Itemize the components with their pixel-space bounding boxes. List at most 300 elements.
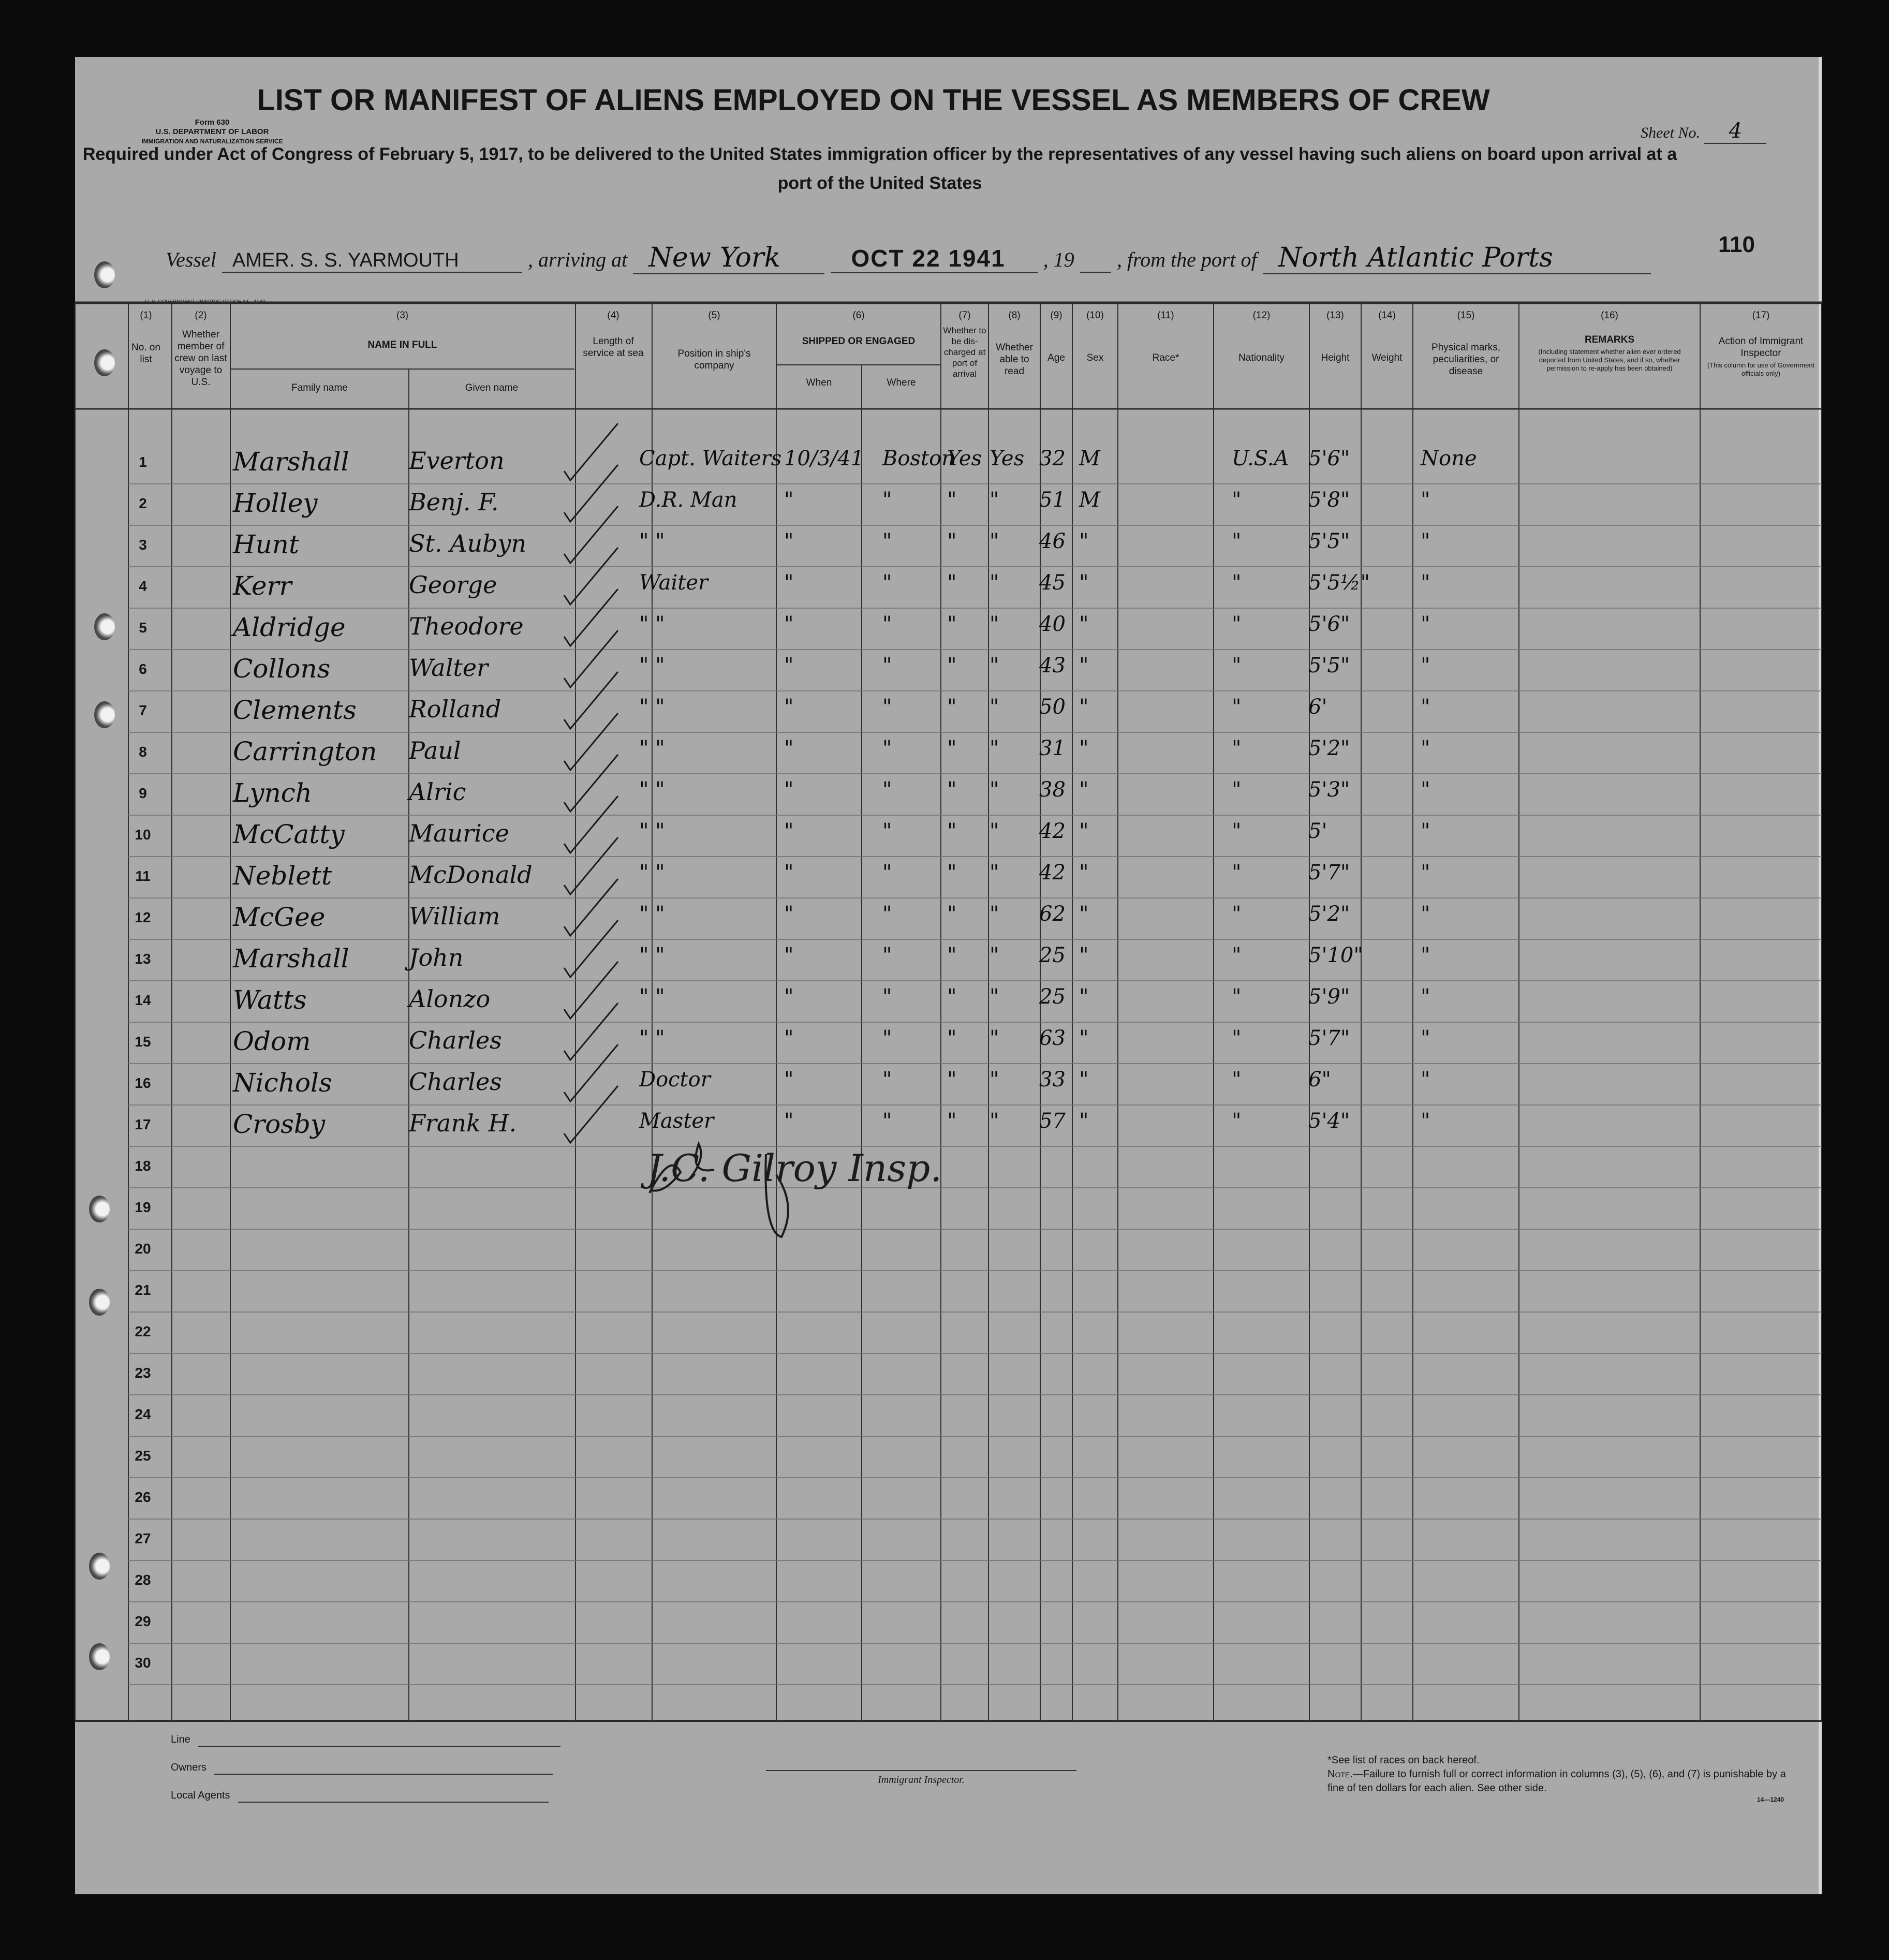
nationality: " xyxy=(1232,944,1242,967)
physical-marks: None xyxy=(1421,447,1477,470)
given-name: Maurice xyxy=(409,819,509,847)
to-be-discharged: " xyxy=(947,1068,957,1092)
height: 6' xyxy=(1308,695,1327,719)
row-number: 19 xyxy=(135,1199,151,1215)
col-num-1: (1) xyxy=(140,310,152,321)
col-header-remarks: REMARKS xyxy=(1584,334,1635,345)
row-number: 29 xyxy=(135,1613,151,1629)
shipped-when: " xyxy=(784,944,794,967)
able-to-read: Yes xyxy=(990,447,1025,470)
position: D.R. Man xyxy=(639,488,737,512)
sex: " xyxy=(1079,736,1089,760)
physical-marks: " xyxy=(1421,571,1430,595)
row-number: 16 xyxy=(135,1075,151,1091)
col-header-action-note: (This column for use of Government officials only) xyxy=(1707,361,1815,377)
row-number: 24 xyxy=(135,1406,151,1422)
inspector-signature: J.C. Gilroy Insp. xyxy=(647,1146,942,1190)
family-name: Watts xyxy=(233,985,307,1015)
age: 43 xyxy=(1039,654,1066,677)
physical-marks: " xyxy=(1421,736,1430,760)
height: 5'2" xyxy=(1308,736,1350,760)
col-header-length: Length of service at sea xyxy=(583,336,644,359)
col-num-4: (4) xyxy=(607,310,619,321)
sex: " xyxy=(1079,529,1089,553)
length-of-service-check xyxy=(564,837,618,894)
shipped-where: " xyxy=(882,654,892,677)
shipped-where: " xyxy=(882,529,892,553)
age: 25 xyxy=(1039,985,1066,1009)
note-text: —Failure to furnish full or correct information in columns (3), (5), (6), and (7) is punishable by a fine of ten dollars for each alien. See other side. xyxy=(1327,1769,1786,1794)
shipped-where: " xyxy=(882,985,892,1009)
position: " " xyxy=(639,1026,665,1050)
age: 45 xyxy=(1039,571,1066,595)
row-number: 14 xyxy=(135,992,151,1008)
height: 5'6" xyxy=(1308,612,1350,636)
form-number: Form 630 xyxy=(195,118,230,127)
from-port: North Atlantic Ports xyxy=(1263,242,1651,274)
physical-marks: " xyxy=(1421,944,1430,967)
sex: " xyxy=(1079,612,1089,636)
nationality: " xyxy=(1232,902,1242,926)
physical-marks: " xyxy=(1421,654,1430,677)
given-name: William xyxy=(409,902,500,930)
agents-blank xyxy=(238,1790,549,1803)
to-be-discharged: " xyxy=(947,985,957,1009)
col-header-shipped: SHIPPED OR ENGAGED xyxy=(802,336,916,347)
family-name: Nichols xyxy=(233,1068,332,1098)
sheet-number: 4 xyxy=(1704,119,1766,144)
able-to-read: " xyxy=(990,1109,999,1133)
given-name: Walter xyxy=(409,654,489,682)
height: 5' xyxy=(1308,819,1327,843)
col-header-physical: Physical marks, peculiarities, or disease xyxy=(1431,342,1501,377)
shipped-where: " xyxy=(882,778,892,802)
row-number: 8 xyxy=(139,744,147,760)
height: 5'8" xyxy=(1308,488,1350,512)
age: 63 xyxy=(1039,1026,1066,1050)
col-header-family: Family name xyxy=(291,382,348,393)
height: 5'4" xyxy=(1308,1109,1350,1133)
to-be-discharged: " xyxy=(947,819,957,843)
col-header-remarks-note: (Including statement whether alien ever ordered deported from United States, and if so, whether permission to re-apply has been obtained) xyxy=(1538,348,1681,372)
age: 42 xyxy=(1039,819,1066,843)
age: 50 xyxy=(1039,695,1066,719)
sex: " xyxy=(1079,1068,1089,1092)
to-be-discharged: Yes xyxy=(947,447,982,470)
col-num-13: (13) xyxy=(1326,310,1344,321)
col-header-action: Action of Immigrant Inspector xyxy=(1718,336,1804,359)
col-header-position: Position in ship's company xyxy=(677,348,751,371)
line-blank xyxy=(198,1734,560,1747)
col-num-6: (6) xyxy=(852,310,865,321)
nationality: " xyxy=(1232,819,1242,843)
inspector-field xyxy=(766,1770,1076,1786)
family-name: Neblett xyxy=(233,861,332,891)
arriving-port: New York xyxy=(633,242,824,274)
sex: " xyxy=(1079,654,1089,677)
col-header-name: NAME IN FULL xyxy=(367,340,437,350)
family-name: McGee xyxy=(233,902,326,932)
row-number: 25 xyxy=(135,1448,151,1464)
given-name: Theodore xyxy=(409,612,524,640)
shipped-where: " xyxy=(882,695,892,719)
position: " " xyxy=(639,985,665,1009)
footer-agents-field xyxy=(171,1790,549,1803)
nationality: " xyxy=(1232,736,1242,760)
physical-marks: " xyxy=(1421,985,1430,1009)
able-to-read: " xyxy=(990,736,999,760)
age: 62 xyxy=(1039,902,1066,926)
height: 5'6" xyxy=(1308,447,1350,470)
vessel-label: Vessel xyxy=(166,248,216,271)
given-name: Benj. F. xyxy=(409,488,499,516)
row-number: 11 xyxy=(135,868,151,884)
position: Capt. Waiters xyxy=(639,447,782,470)
able-to-read: " xyxy=(990,1026,999,1050)
height: 5'5" xyxy=(1308,654,1350,677)
to-be-discharged: " xyxy=(947,1109,957,1133)
row-number: 1 xyxy=(139,454,147,470)
note-label: Note. xyxy=(1327,1769,1353,1780)
row-number: 23 xyxy=(135,1365,151,1381)
col-num-5: (5) xyxy=(708,310,720,321)
length-of-service-check xyxy=(564,423,618,480)
to-be-discharged: " xyxy=(947,902,957,926)
shipped-where: " xyxy=(882,612,892,636)
sex: " xyxy=(1079,571,1089,595)
row-number: 30 xyxy=(135,1655,151,1671)
sex: M xyxy=(1079,488,1100,512)
sheet-label: Sheet No. xyxy=(1641,124,1700,141)
nationality: " xyxy=(1232,488,1242,512)
row-number: 15 xyxy=(135,1034,151,1050)
length-of-service-check xyxy=(564,630,618,687)
footer-notes xyxy=(1327,1753,1793,1795)
row-number: 20 xyxy=(135,1241,151,1257)
shipped-when: 10/3/41 xyxy=(784,447,864,470)
col-num-17: (17) xyxy=(1752,310,1770,321)
nationality: " xyxy=(1232,861,1242,885)
shipped-when: " xyxy=(784,695,794,719)
sex: " xyxy=(1079,1026,1089,1050)
footer-owners-field xyxy=(171,1762,553,1775)
col-header-discharged: Whether to be dis-charged at port of arrival xyxy=(943,326,986,379)
able-to-read: " xyxy=(990,778,999,802)
family-name: Carrington xyxy=(233,736,377,767)
races-note: *See list of races on back hereof. xyxy=(1327,1755,1480,1766)
shipped-where: " xyxy=(882,861,892,885)
length-of-service-check xyxy=(564,506,618,563)
year-label: , 19 xyxy=(1043,248,1074,271)
nationality: " xyxy=(1232,1109,1242,1133)
height: 5'10" xyxy=(1308,944,1363,967)
to-be-discharged: " xyxy=(947,529,957,553)
nationality: " xyxy=(1232,571,1242,595)
row-number: 18 xyxy=(135,1158,151,1174)
family-name: Marshall xyxy=(233,447,349,477)
col-header-nationality: Nationality xyxy=(1238,352,1285,363)
row-number: 5 xyxy=(139,620,147,636)
length-of-service-check xyxy=(564,920,618,977)
able-to-read: " xyxy=(990,488,999,512)
col-num-10: (10) xyxy=(1086,310,1104,321)
sex: " xyxy=(1079,861,1089,885)
vessel-name: AMER. S. S. YARMOUTH xyxy=(222,249,522,273)
footer-line-field xyxy=(171,1734,560,1747)
shipped-when: " xyxy=(784,985,794,1009)
height: 5'2" xyxy=(1308,902,1350,926)
position: " " xyxy=(639,819,665,843)
length-of-service-check xyxy=(564,465,618,522)
row-number: 26 xyxy=(135,1489,151,1505)
department-name: U.S. DEPARTMENT OF LABOR xyxy=(155,127,269,136)
col-num-14: (14) xyxy=(1378,310,1396,321)
given-name: John xyxy=(409,944,464,971)
from-label: , from the port of xyxy=(1116,248,1257,271)
able-to-read: " xyxy=(990,1068,999,1092)
length-of-service-check xyxy=(564,1044,618,1101)
shipped-when: " xyxy=(784,819,794,843)
length-of-service-check xyxy=(564,1086,618,1143)
family-name: Hunt xyxy=(233,529,300,559)
row-number: 28 xyxy=(135,1572,151,1588)
shipped-when: " xyxy=(784,1026,794,1050)
col-num-3: (3) xyxy=(396,310,409,321)
row-number: 6 xyxy=(139,661,147,677)
nationality: " xyxy=(1232,778,1242,802)
given-name: Charles xyxy=(409,1068,502,1096)
to-be-discharged: " xyxy=(947,571,957,595)
family-name: McCatty xyxy=(233,819,345,849)
able-to-read: " xyxy=(990,944,999,967)
row-number: 17 xyxy=(135,1116,151,1132)
col-header-race: Race* xyxy=(1152,352,1179,363)
position: " " xyxy=(639,612,665,636)
row-number: 4 xyxy=(139,578,147,594)
shipped-where: " xyxy=(882,819,892,843)
length-of-service-check xyxy=(564,796,618,853)
given-name: Frank H. xyxy=(409,1109,517,1137)
sex: " xyxy=(1079,1109,1089,1133)
shipped-when: " xyxy=(784,778,794,802)
family-name: Marshall xyxy=(233,944,349,974)
given-name: Paul xyxy=(409,736,461,764)
able-to-read: " xyxy=(990,529,999,553)
sex: " xyxy=(1079,902,1089,926)
sex: " xyxy=(1079,944,1089,967)
service-name: IMMIGRATION AND NATURALIZATION SERVICE xyxy=(141,138,283,145)
shipped-when: " xyxy=(784,612,794,636)
row-number: 2 xyxy=(139,495,147,511)
col-num-8: (8) xyxy=(1008,310,1021,321)
col-num-2: (2) xyxy=(195,310,207,321)
physical-marks: " xyxy=(1421,1109,1430,1133)
position: " " xyxy=(639,778,665,802)
able-to-read: " xyxy=(990,819,999,843)
inspector-label: Immigrant Inspector. xyxy=(878,1774,965,1786)
age: 51 xyxy=(1039,488,1066,512)
age: 32 xyxy=(1039,447,1066,470)
length-of-service-check xyxy=(564,755,618,812)
col-header-age: Age xyxy=(1047,352,1065,363)
nationality: " xyxy=(1232,612,1242,636)
position: Doctor xyxy=(639,1068,711,1092)
family-name: Collons xyxy=(233,654,331,684)
age: 42 xyxy=(1039,861,1066,885)
able-to-read: " xyxy=(990,695,999,719)
to-be-discharged: " xyxy=(947,695,957,719)
to-be-discharged: " xyxy=(947,612,957,636)
nationality: " xyxy=(1232,985,1242,1009)
to-be-discharged: " xyxy=(947,736,957,760)
able-to-read: " xyxy=(990,571,999,595)
age: 33 xyxy=(1039,1068,1066,1092)
physical-marks: " xyxy=(1421,529,1430,553)
family-name: Holley xyxy=(233,488,318,518)
length-of-service-check xyxy=(564,879,618,936)
agents-label: Local Agents xyxy=(171,1790,230,1801)
sex: " xyxy=(1079,695,1089,719)
shipped-when: " xyxy=(784,529,794,553)
row-number: 22 xyxy=(135,1323,151,1339)
length-of-service-check xyxy=(564,1003,618,1060)
shipped-where: Boston xyxy=(882,447,955,470)
to-be-discharged: " xyxy=(947,654,957,677)
line-label: Line xyxy=(171,1734,190,1745)
given-name: Alonzo xyxy=(409,985,491,1013)
nationality: " xyxy=(1232,695,1242,719)
col-num-7: (7) xyxy=(958,310,971,321)
shipped-where: " xyxy=(882,1026,892,1050)
sex: " xyxy=(1079,819,1089,843)
family-name: Odom xyxy=(233,1026,311,1056)
physical-marks: " xyxy=(1421,1068,1430,1092)
sex: M xyxy=(1079,447,1100,470)
col-header-given: Given name xyxy=(465,382,519,393)
col-header-member: Whether member of crew on last voyage to U.S. xyxy=(174,329,227,388)
given-name: St. Aubyn xyxy=(409,529,527,557)
col-header-when: When xyxy=(806,377,832,388)
physical-marks: " xyxy=(1421,488,1430,512)
page-title: LIST OR MANIFEST OF ALIENS EMPLOYED ON THE VESSEL AS MEMBERS OF CREW xyxy=(257,83,1490,117)
col-header-no: No. on list xyxy=(131,342,160,365)
position: " " xyxy=(639,944,665,967)
page-subtitle: Required under Act of Congress of February 5, 1917, to be delivered to the United States immigration officer by the representatives of any vessel having such aliens on board upon arrival at a port of the United States xyxy=(82,144,1677,193)
penalty-note xyxy=(1327,1767,1793,1795)
nationality: " xyxy=(1232,529,1242,553)
given-name: McDonald xyxy=(409,861,533,889)
position: " " xyxy=(639,695,665,719)
sex: " xyxy=(1079,985,1089,1009)
row-number: 3 xyxy=(139,537,147,553)
given-name: Alric xyxy=(409,778,466,806)
height: 6" xyxy=(1308,1068,1331,1092)
shipped-where: " xyxy=(882,944,892,967)
to-be-discharged: " xyxy=(947,1026,957,1050)
height: 5'7" xyxy=(1308,1026,1350,1050)
family-name: Crosby xyxy=(233,1109,326,1139)
given-name: Rolland xyxy=(409,695,501,723)
row-number: 21 xyxy=(135,1282,151,1298)
to-be-discharged: " xyxy=(947,861,957,885)
col-header-height: Height xyxy=(1321,352,1350,363)
physical-marks: " xyxy=(1421,819,1430,843)
row-number: 27 xyxy=(135,1530,151,1546)
shipped-where: " xyxy=(882,488,892,512)
able-to-read: " xyxy=(990,612,999,636)
form-code: 14—1240 xyxy=(1757,1796,1784,1803)
height: 5'3" xyxy=(1308,778,1350,802)
given-name: George xyxy=(409,571,497,599)
age: 31 xyxy=(1039,736,1066,760)
col-num-16: (16) xyxy=(1601,310,1618,321)
col-num-12: (12) xyxy=(1252,310,1271,321)
row-number: 12 xyxy=(135,909,151,925)
shipped-where: " xyxy=(882,736,892,760)
col-num-11: (11) xyxy=(1157,310,1174,321)
age: 40 xyxy=(1039,612,1066,636)
col-num-9: (9) xyxy=(1050,310,1062,321)
nationality: U.S.A xyxy=(1232,447,1289,470)
sex: " xyxy=(1079,778,1089,802)
position: " " xyxy=(639,736,665,760)
physical-marks: " xyxy=(1421,861,1430,885)
position: " " xyxy=(639,529,665,553)
col-num-15: (15) xyxy=(1457,310,1475,321)
row-number: 7 xyxy=(139,702,147,718)
age: 25 xyxy=(1039,944,1066,967)
age: 46 xyxy=(1039,529,1066,553)
given-name: Everton xyxy=(409,447,505,475)
shipped-when: " xyxy=(784,1068,794,1092)
physical-marks: " xyxy=(1421,902,1430,926)
shipped-when: " xyxy=(784,571,794,595)
to-be-discharged: " xyxy=(947,944,957,967)
length-of-service-check xyxy=(564,589,618,646)
physical-marks: " xyxy=(1421,1026,1430,1050)
family-name: Kerr xyxy=(233,571,292,601)
owners-label: Owners xyxy=(171,1762,206,1773)
position: " " xyxy=(639,861,665,885)
nationality: " xyxy=(1232,1026,1242,1050)
shipped-where: " xyxy=(882,571,892,595)
shipped-when: " xyxy=(784,488,794,512)
able-to-read: " xyxy=(990,654,999,677)
shipped-where: " xyxy=(882,1068,892,1092)
age: 57 xyxy=(1039,1109,1066,1133)
row-number: 9 xyxy=(139,785,147,801)
shipped-when: " xyxy=(784,902,794,926)
physical-marks: " xyxy=(1421,695,1430,719)
position: " " xyxy=(639,654,665,677)
row-number: 13 xyxy=(135,951,151,967)
shipped-where: " xyxy=(882,902,892,926)
length-of-service-check xyxy=(564,962,618,1019)
length-of-service-check xyxy=(564,713,618,770)
family-name: Aldridge xyxy=(233,612,346,642)
to-be-discharged: " xyxy=(947,488,957,512)
family-name: Lynch xyxy=(233,778,312,808)
height: 5'5½" xyxy=(1308,571,1370,595)
physical-marks: " xyxy=(1421,612,1430,636)
shipped-when: " xyxy=(784,736,794,760)
shipped-where: " xyxy=(882,1109,892,1133)
row-number: 10 xyxy=(135,827,151,843)
height: 5'9" xyxy=(1308,985,1350,1009)
shipped-when: " xyxy=(784,1109,794,1133)
able-to-read: " xyxy=(990,985,999,1009)
arriving-label: , arriving at xyxy=(528,248,628,271)
